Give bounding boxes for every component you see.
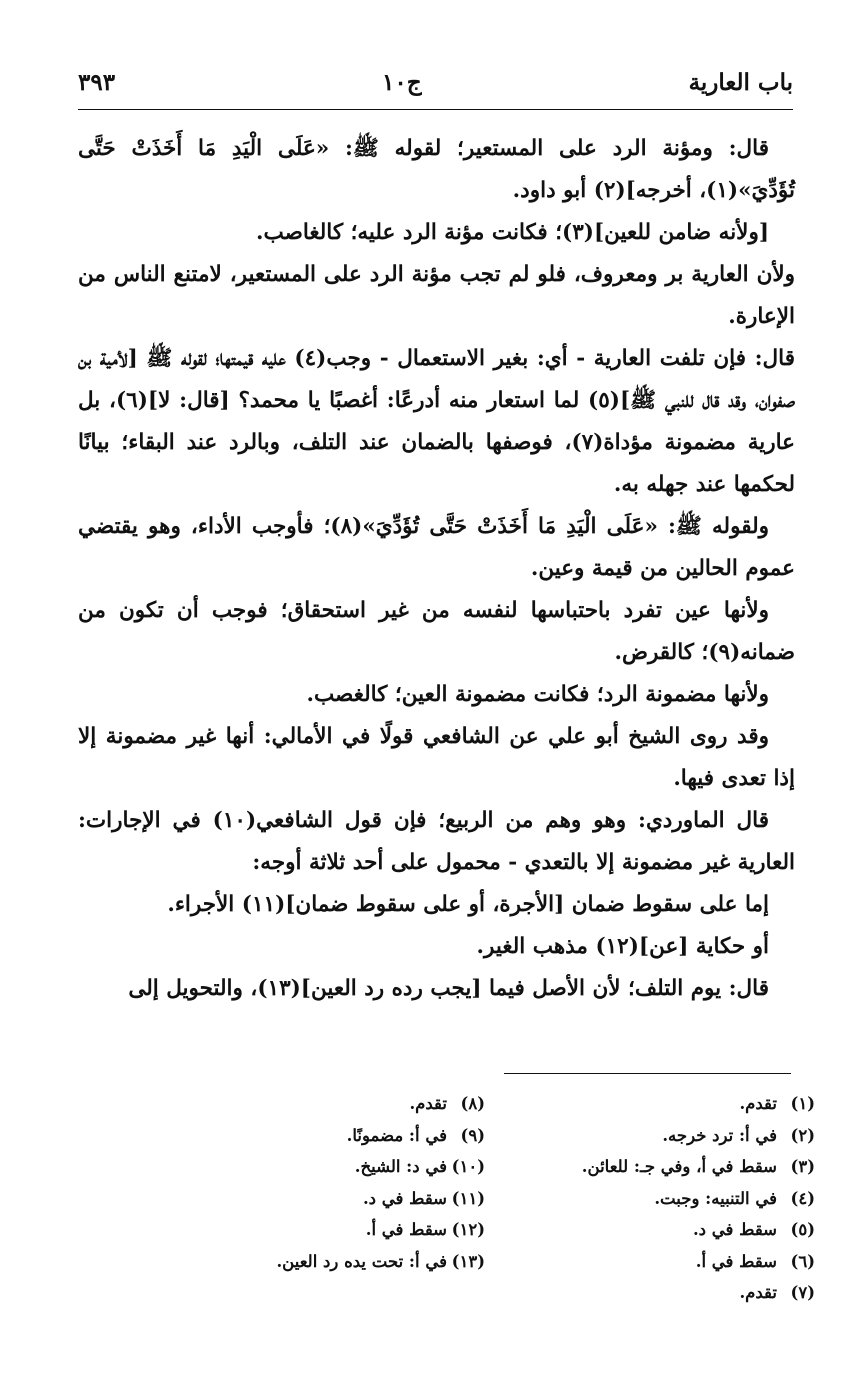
footnote-text: سقط في د. [362, 1188, 447, 1208]
footnote [185, 1151, 485, 1183]
footnote-number: (٦) [790, 1251, 815, 1271]
page-number: ٣٩٣ [78, 68, 116, 96]
footnote-text: في التنبيه: وجبت. [654, 1188, 777, 1208]
footnote [485, 1088, 815, 1120]
footnote-rule [504, 1073, 791, 1074]
body-paragraph: ولقوله ﷺ: «عَلَى الْيَدِ مَا أَخَذَتْ حَتَّى تُؤَدِّيَ»(٨)؛ فأوجب الأداء، وهو يقتضي عموم الحالين من قيمة وعين. [78, 514, 795, 581]
body-paragraph: قال: فإن تلفت العارية - أي: بغير الاستعمال - وجب(٤) عليه قيمتها؛ لقوله ﷺ [لأمية بن صفوان، وقد قال للنبي ﷺ](٥) لما استعار منه أدرعًا: أغصبًا يا محمد؟ [قال: لا](٦)، بل عارية مضمونة مؤداة(٧)، فوصفها بالضمان عند التلف، وبالرد عند البقاء؛ بيانًا لحكمها عند جهله به. [78, 346, 795, 497]
footnote-number: (١٣) [451, 1251, 485, 1271]
footnote-text: سقط في أ، وفي جـ: للعائن. [581, 1157, 777, 1176]
footnote [485, 1246, 815, 1278]
body-paragraph: إما على سقوط ضمان [الأجرة، أو على سقوط ضمان](١١) الأجراء. [167, 892, 769, 917]
body-paragraph: وقد روى الشيخ أبو علي عن الشافعي قولًا في الأمالي: أنها غير مضمونة إلا إذا تعدى فيها. [78, 724, 795, 791]
footnote-text: سقط في أ. [695, 1251, 777, 1271]
footnote-number: (١٠) [451, 1157, 485, 1176]
footnote-text: تقدم. [739, 1283, 777, 1302]
footnote [185, 1214, 485, 1246]
body-text [78, 128, 795, 1010]
body-paragraph: قال: يوم التلف؛ لأن الأصل فيما [يجب رده رد العين](١٣)، والتحويل إلى [128, 976, 769, 1001]
footnote [185, 1183, 485, 1215]
footnote-text: سقط في أ. [365, 1220, 447, 1239]
footnote-text: في أ: ترد خرجه. [662, 1125, 777, 1145]
footnote-text: سقط في د. [692, 1220, 777, 1239]
footnote [185, 1088, 485, 1120]
footnote [485, 1277, 815, 1309]
footnote-number: (٧) [790, 1283, 815, 1302]
footnote-number: (١) [790, 1094, 815, 1113]
footnote [485, 1183, 815, 1215]
running-header [78, 62, 793, 102]
footnote-number: (٨) [460, 1094, 485, 1113]
header-rule [78, 109, 793, 110]
body-paragraph: ولأن العارية بر ومعروف، فلو لم تجب مؤنة الرد على المستعير، لامتنع الناس من الإعارة. [78, 262, 795, 329]
footnote-number: (٣) [790, 1157, 815, 1176]
body-paragraph: ولأنها عين تفرد باحتباسها لنفسه من غير استحقاق؛ فوجب أن تكون من ضمانه(٩)؛ كالقرض. [78, 598, 795, 665]
footnote [485, 1214, 815, 1246]
footnote-number: (٤) [790, 1188, 815, 1208]
footnotes-right-column [485, 1088, 815, 1309]
footnote-text: تقدم. [409, 1094, 447, 1113]
footnote-text: تقدم. [739, 1094, 777, 1113]
body-paragraph: ولأنها مضمونة الرد؛ فكانت مضمونة العين؛ كالغصب. [306, 682, 769, 707]
footnote [485, 1120, 815, 1152]
footnote-number: (٢) [790, 1125, 815, 1145]
footnote [485, 1151, 815, 1183]
body-paragraph: [ولأنه ضامن للعين](٣)؛ فكانت مؤنة الرد عليه؛ كالغاصب. [255, 220, 769, 245]
body-paragraph: قال: ومؤنة الرد على المستعير؛ لقوله ﷺ: «عَلَى الْيَدِ مَا أَخَذَتْ حَتَّى تُؤَدِّيَ»(١)، أخرجه](٢) أبو داود. [78, 136, 795, 203]
footnote-number: (١١) [451, 1188, 485, 1208]
chapter-title: باب العارية [688, 68, 793, 96]
footnote-text: في أ: مضمونًا. [346, 1125, 447, 1145]
body-paragraph: قال الماوردي: وهو وهم من الربيع؛ فإن قول الشافعي(١٠) في الإجارات: العارية غير مضمونة إلا بالتعدي - محمول على أحد ثلاثة أوجه: [78, 808, 795, 875]
body-paragraph: أو حكاية [عن](١٢) مذهب الغير. [476, 934, 769, 959]
footnote-number: (٥) [790, 1220, 815, 1239]
footnote-number: (١٢) [451, 1220, 485, 1239]
footnote [185, 1246, 485, 1278]
footnote-text: في أ: تحت يده رد العين. [276, 1251, 447, 1271]
volume-label: ج١٠ [382, 68, 422, 96]
footnotes-left-column [185, 1088, 485, 1277]
footnote-text: في د: الشيخ. [354, 1157, 447, 1176]
footnote-number: (٩) [460, 1125, 485, 1145]
footnote [185, 1120, 485, 1152]
